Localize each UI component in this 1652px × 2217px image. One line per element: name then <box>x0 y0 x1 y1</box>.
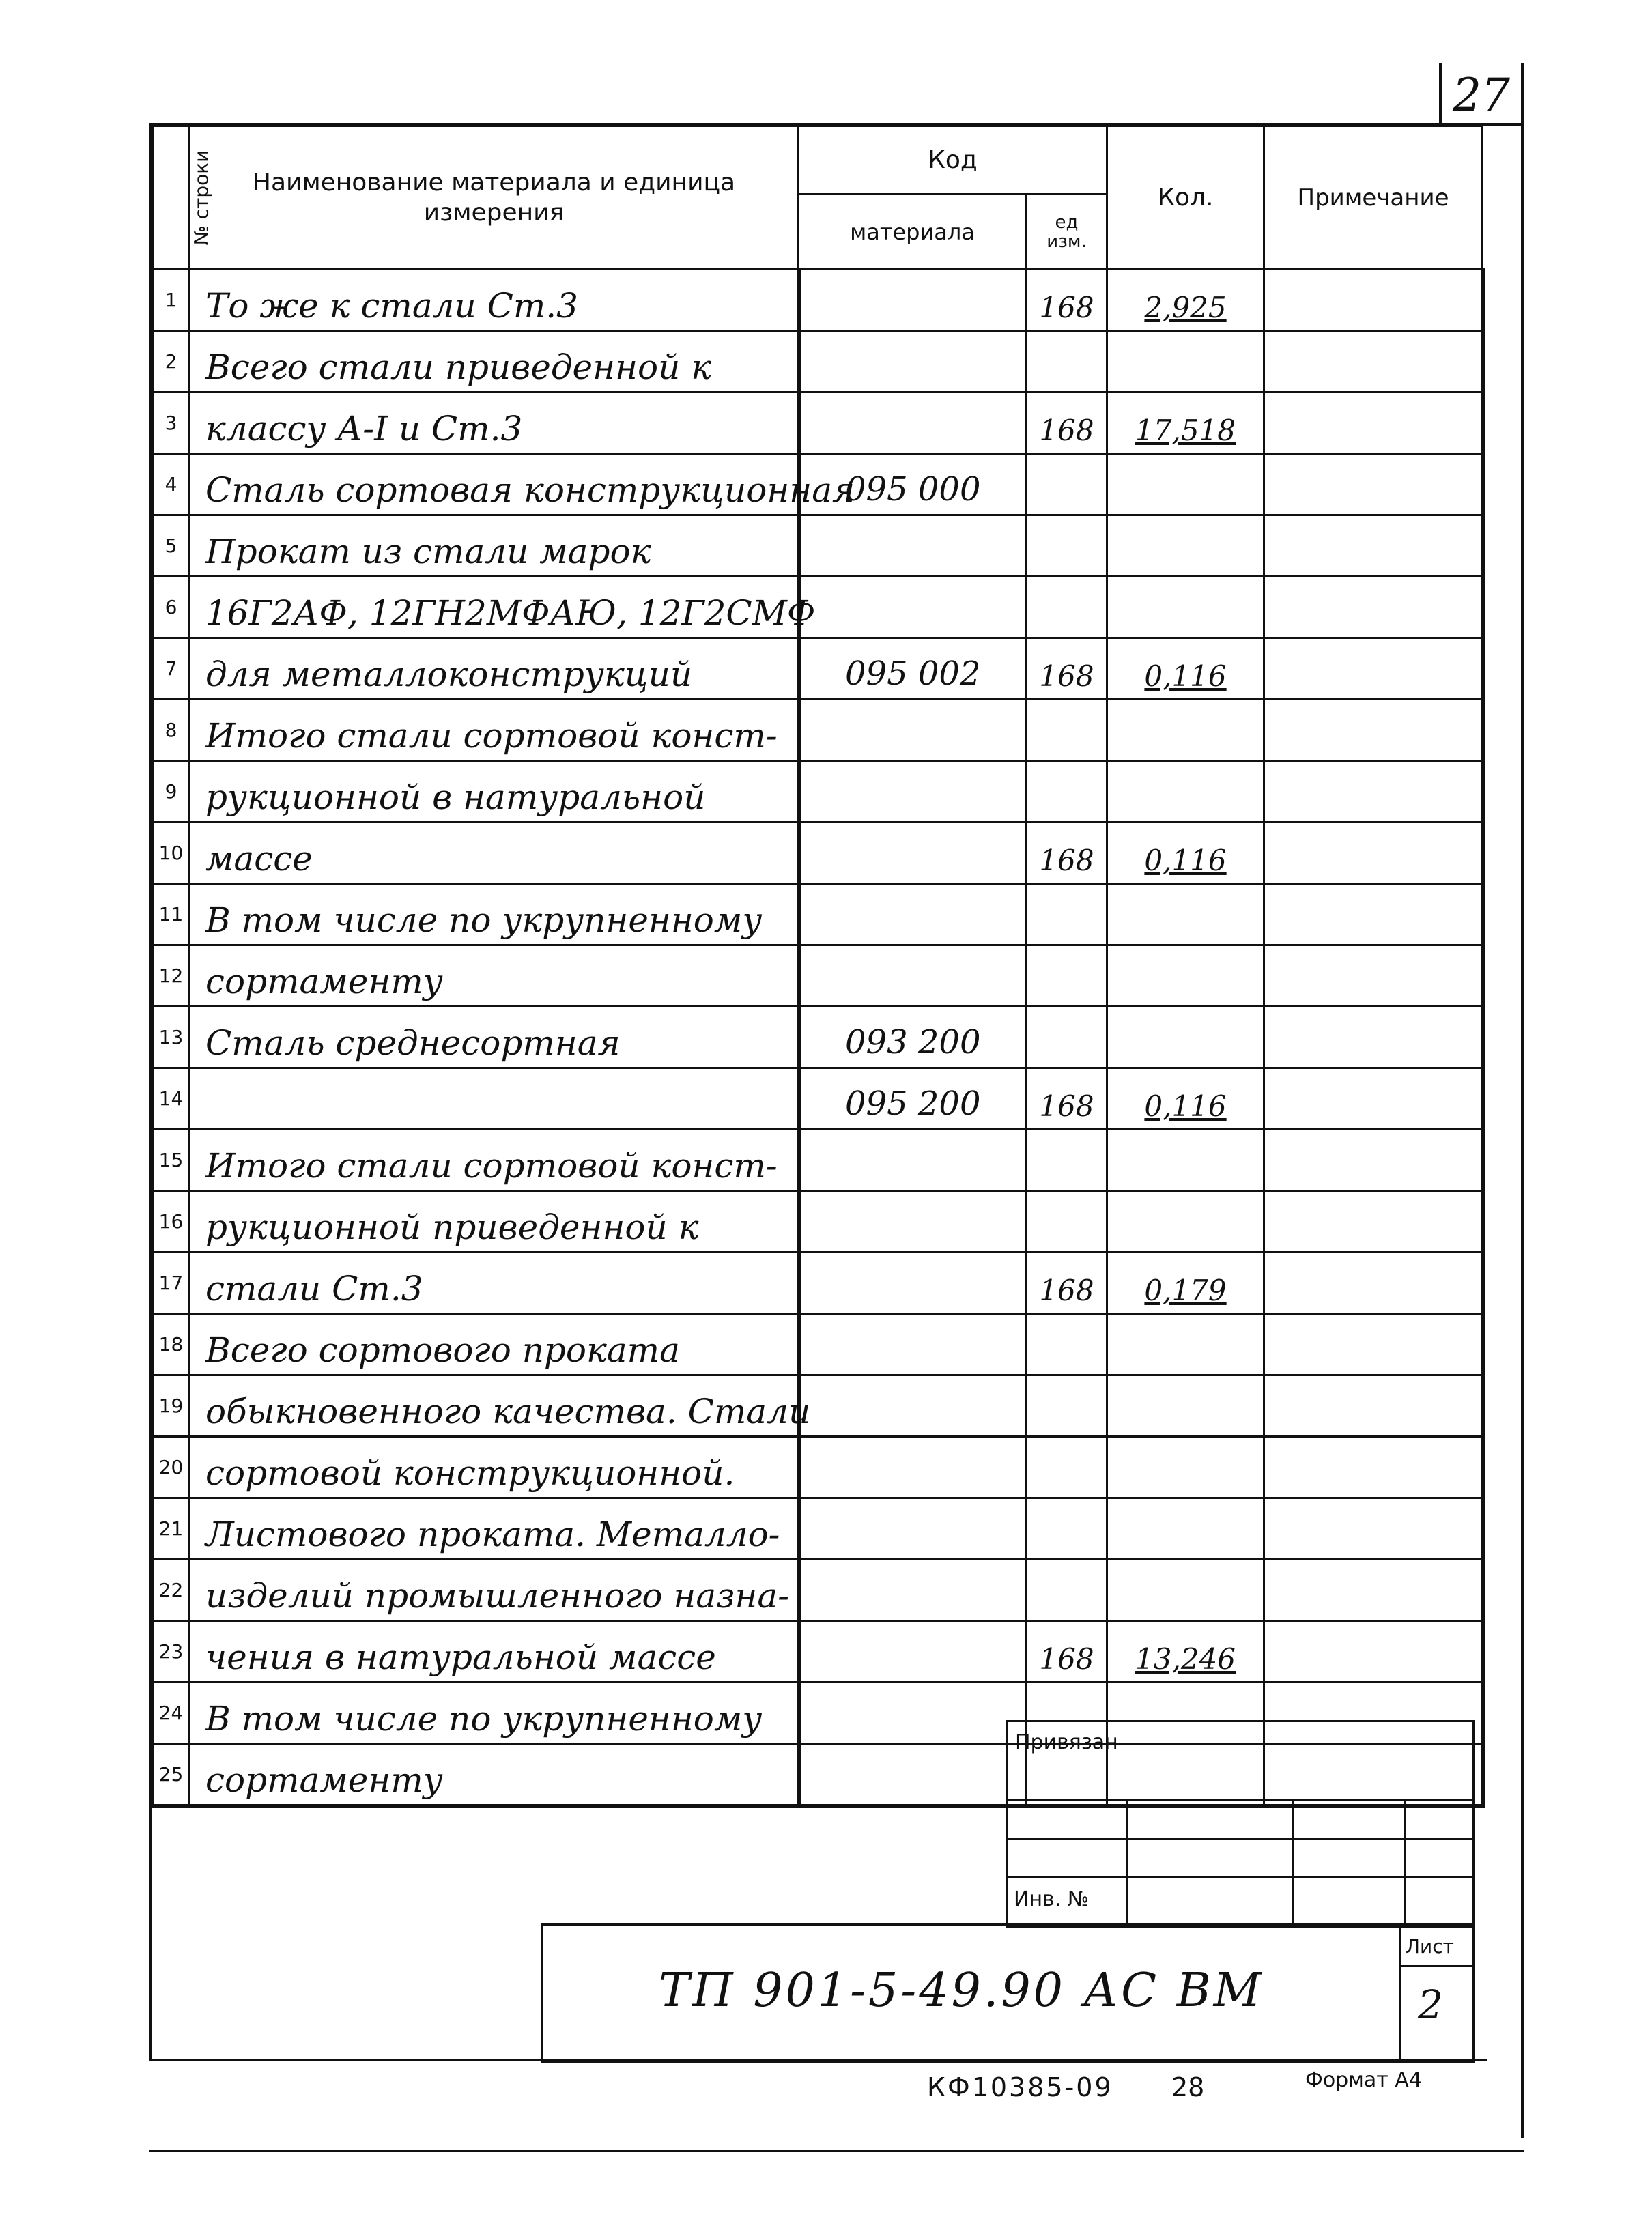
quantity: 0,116 <box>1107 1068 1264 1130</box>
note <box>1264 1498 1483 1560</box>
material-code <box>799 1191 1027 1253</box>
material-code <box>799 1621 1027 1683</box>
material-name: Итого стали сортовой конст- <box>190 700 799 761</box>
note <box>1264 1130 1483 1191</box>
quantity <box>1107 1314 1264 1375</box>
unit-code: 168 <box>1027 1068 1107 1130</box>
unit-code: 168 <box>1027 270 1107 331</box>
quantity <box>1107 761 1264 823</box>
archive-code: КФ10385-09 <box>927 2072 1113 2102</box>
table-row <box>153 454 1483 515</box>
table-row <box>153 577 1483 638</box>
material-name: чения в натуральной массе <box>190 1621 799 1683</box>
table-row <box>153 331 1483 392</box>
row-number: 23 <box>153 1621 190 1683</box>
material-code <box>799 761 1027 823</box>
bound-label: Привязан <box>1015 1730 1118 1754</box>
material-name: обыкновенного качества. Стали <box>190 1375 799 1437</box>
note <box>1264 1375 1483 1437</box>
bound-block <box>1006 1720 1475 1928</box>
quantity <box>1107 331 1264 392</box>
unit-code: 168 <box>1027 1621 1107 1683</box>
material-name: Всего стали приведенной к <box>190 331 799 392</box>
unit-code <box>1027 577 1107 638</box>
material-code <box>799 577 1027 638</box>
row-number: 20 <box>153 1437 190 1498</box>
note <box>1264 270 1483 331</box>
material-name: Сталь сортовая конструкционная <box>190 454 799 515</box>
quantity <box>1107 884 1264 945</box>
inventory-number-label: Инв. № <box>1014 1887 1090 1911</box>
table-row <box>153 884 1483 945</box>
material-name: 16Г2АФ, 12ГН2МФАЮ, 12Г2СМФ <box>190 577 799 638</box>
quantity: 17,518 <box>1107 392 1264 454</box>
row-number: 1 <box>153 270 190 331</box>
note <box>1264 331 1483 392</box>
quantity: 13,246 <box>1107 1621 1264 1683</box>
material-code <box>799 1560 1027 1621</box>
note <box>1264 1191 1483 1253</box>
quantity: 2,925 <box>1107 270 1264 331</box>
bound-hline-1 <box>1008 1799 1472 1801</box>
note <box>1264 1007 1483 1068</box>
quantity <box>1107 454 1264 515</box>
quantity <box>1107 1437 1264 1498</box>
unit-code <box>1027 1314 1107 1375</box>
material-code <box>799 1130 1027 1191</box>
table-row <box>153 945 1483 1007</box>
material-name: изделий промышленного назна- <box>190 1560 799 1621</box>
material-name: классу А-I и Ст.3 <box>190 392 799 454</box>
sheet-label: Лист <box>1406 1935 1454 1958</box>
row-number: 18 <box>153 1314 190 1375</box>
material-code <box>799 1683 1027 1744</box>
material-name: То же к стали Ст.3 <box>190 270 799 331</box>
unit-code <box>1027 1375 1107 1437</box>
row-number: 3 <box>153 392 190 454</box>
bound-vline-2 <box>1292 1799 1294 1926</box>
row-number: 10 <box>153 823 190 884</box>
table-row <box>153 392 1483 454</box>
material-code: 095 000 <box>799 454 1027 515</box>
material-name: Итого стали сортовой конст- <box>190 1130 799 1191</box>
note <box>1264 1437 1483 1498</box>
unit-code: 168 <box>1027 392 1107 454</box>
material-code <box>799 945 1027 1007</box>
material-name: стали Ст.3 <box>190 1253 799 1314</box>
document-code: ТП 901-5-49.90 АС ВМ <box>659 1964 1264 2018</box>
quantity <box>1107 945 1264 1007</box>
material-code <box>799 1314 1027 1375</box>
table-row <box>153 1621 1483 1683</box>
quantity <box>1107 1560 1264 1621</box>
material-code: 095 200 <box>799 1068 1027 1130</box>
material-code <box>799 1744 1027 1807</box>
table-row <box>153 1130 1483 1191</box>
row-number: 8 <box>153 700 190 761</box>
material-code <box>799 1437 1027 1498</box>
page-number: 27 <box>1453 69 1510 121</box>
note <box>1264 945 1483 1007</box>
material-code <box>799 823 1027 884</box>
material-name: В том числе по укрупненному <box>190 884 799 945</box>
title-block <box>541 1923 1475 2063</box>
material-name: В том числе по укрупненному <box>190 1683 799 1744</box>
material-name: Сталь среднесортная <box>190 1007 799 1068</box>
format-label: Формат А4 <box>1305 2068 1422 2092</box>
table-row <box>153 1314 1483 1375</box>
row-number: 22 <box>153 1560 190 1621</box>
note <box>1264 1068 1483 1130</box>
row-number: 25 <box>153 1744 190 1807</box>
material-code <box>799 392 1027 454</box>
material-name: рукционной в натуральной <box>190 761 799 823</box>
material-name: массе <box>190 823 799 884</box>
row-number-header: № строки <box>153 126 190 270</box>
row-number: 13 <box>153 1007 190 1068</box>
note <box>1264 1560 1483 1621</box>
note <box>1264 1621 1483 1683</box>
unit-code <box>1027 945 1107 1007</box>
material-code: 093 200 <box>799 1007 1027 1068</box>
material-code: 095 002 <box>799 638 1027 700</box>
code-header: Код <box>799 126 1107 195</box>
row-number: 19 <box>153 1375 190 1437</box>
row-number: 7 <box>153 638 190 700</box>
table-row <box>153 270 1483 331</box>
material-code <box>799 1498 1027 1560</box>
unit-code <box>1027 515 1107 577</box>
unit-code <box>1027 884 1107 945</box>
note <box>1264 392 1483 454</box>
material-code <box>799 515 1027 577</box>
material-code <box>799 884 1027 945</box>
quantity <box>1107 577 1264 638</box>
sheet-number: 2 <box>1418 1982 1446 2028</box>
material-name: Всего сортового проката <box>190 1314 799 1375</box>
table-row <box>153 1253 1483 1314</box>
quantity <box>1107 1375 1264 1437</box>
unit-code: 168 <box>1027 638 1107 700</box>
unit-code <box>1027 1191 1107 1253</box>
table-row <box>153 638 1483 700</box>
quantity <box>1107 1130 1264 1191</box>
unit-code: 168 <box>1027 1253 1107 1314</box>
bound-vline-1 <box>1126 1799 1128 1926</box>
row-number: 15 <box>153 1130 190 1191</box>
material-code <box>799 331 1027 392</box>
code-material-header: материала <box>799 195 1027 270</box>
note <box>1264 884 1483 945</box>
row-number: 16 <box>153 1191 190 1253</box>
material-name: сортовой конструкционной. <box>190 1437 799 1498</box>
table-row <box>153 823 1483 884</box>
note <box>1264 761 1483 823</box>
quantity: 0,116 <box>1107 638 1264 700</box>
table-row <box>153 700 1483 761</box>
unit-code <box>1027 1560 1107 1621</box>
unit-code <box>1027 1130 1107 1191</box>
material-name <box>190 1068 799 1130</box>
table-row <box>153 761 1483 823</box>
material-name: Прокат из стали марок <box>190 515 799 577</box>
unit-code <box>1027 454 1107 515</box>
note <box>1264 700 1483 761</box>
table-row <box>153 1498 1483 1560</box>
quantity: 0,179 <box>1107 1253 1264 1314</box>
row-number: 24 <box>153 1683 190 1744</box>
note <box>1264 1253 1483 1314</box>
material-name: рукционной приведенной к <box>190 1191 799 1253</box>
material-name: Листового проката. Металло- <box>190 1498 799 1560</box>
material-code <box>799 1375 1027 1437</box>
code-unit-header: ед изм. <box>1027 195 1107 270</box>
row-number: 17 <box>153 1253 190 1314</box>
unit-code <box>1027 1437 1107 1498</box>
unit-code <box>1027 700 1107 761</box>
bound-hline-3 <box>1008 1876 1472 1878</box>
material-code <box>799 270 1027 331</box>
quantity <box>1107 1498 1264 1560</box>
sheet-divider-h <box>1399 1965 1472 1967</box>
material-name: для металлоконструкций <box>190 638 799 700</box>
material-code <box>799 1253 1027 1314</box>
row-number: 12 <box>153 945 190 1007</box>
table-row <box>153 515 1483 577</box>
row-number: 2 <box>153 331 190 392</box>
material-name: сортаменту <box>190 945 799 1007</box>
row-number: 14 <box>153 1068 190 1130</box>
row-number: 11 <box>153 884 190 945</box>
row-number: 5 <box>153 515 190 577</box>
footer-page-number: 28 <box>1171 2072 1205 2102</box>
table-row <box>153 1375 1483 1437</box>
note <box>1264 1314 1483 1375</box>
row-number: 4 <box>153 454 190 515</box>
quantity <box>1107 700 1264 761</box>
row-number: 21 <box>153 1498 190 1560</box>
note <box>1264 577 1483 638</box>
unit-code: 168 <box>1027 823 1107 884</box>
page-bottom-line <box>149 2150 1524 2152</box>
table-row <box>153 1560 1483 1621</box>
table-row <box>153 1191 1483 1253</box>
materials-table <box>152 125 1485 1808</box>
quantity <box>1107 1007 1264 1068</box>
row-number: 9 <box>153 761 190 823</box>
unit-code <box>1027 1007 1107 1068</box>
unit-code <box>1027 761 1107 823</box>
quantity <box>1107 515 1264 577</box>
quantity-header: Кол. <box>1107 126 1264 270</box>
note <box>1264 454 1483 515</box>
frame-right-line <box>1521 63 1524 2138</box>
quantity: 0,116 <box>1107 823 1264 884</box>
table-row <box>153 1007 1483 1068</box>
quantity <box>1107 1191 1264 1253</box>
bound-vline-3 <box>1404 1799 1406 1926</box>
material-name: сортаменту <box>190 1744 799 1807</box>
unit-code <box>1027 1498 1107 1560</box>
note <box>1264 515 1483 577</box>
material-name-header: Наименование материала и единица измерения <box>190 126 799 270</box>
note <box>1264 823 1483 884</box>
note-header: Примечание <box>1264 126 1483 270</box>
row-number: 6 <box>153 577 190 638</box>
material-code <box>799 700 1027 761</box>
table-row <box>153 1068 1483 1130</box>
bound-hline-2 <box>1008 1838 1472 1840</box>
unit-code <box>1027 331 1107 392</box>
table-row <box>153 1437 1483 1498</box>
note <box>1264 638 1483 700</box>
sheet-divider-v <box>1399 1926 1401 2061</box>
